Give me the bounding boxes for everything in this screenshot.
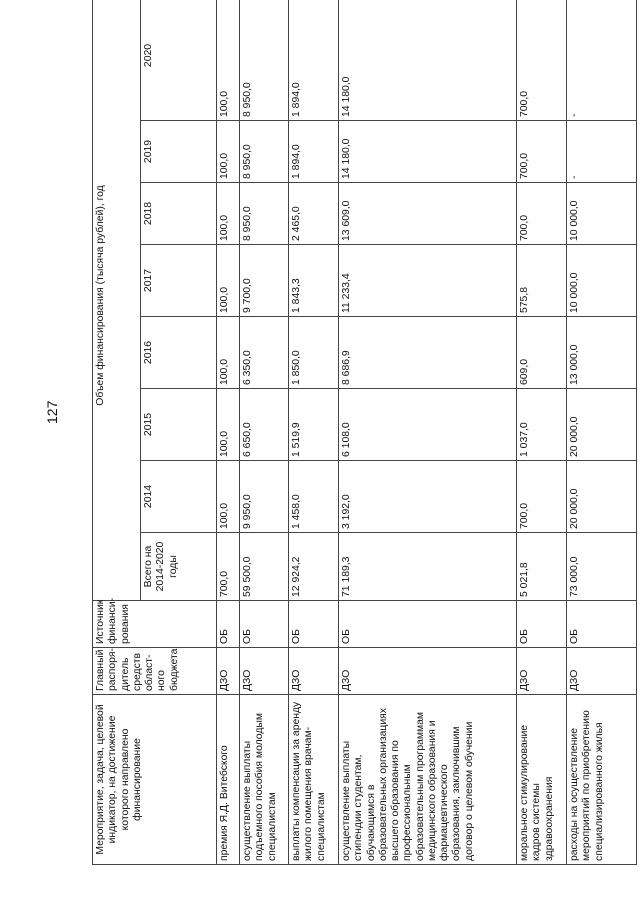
row-value-2019: 14 180,0 [339,121,517,183]
table-row [517,0,567,865]
row-value-2017: 11 233,4 [339,245,517,317]
row-source: ОБ [289,601,339,648]
row-value-2018: 13 609,0 [339,183,517,245]
row-manager: ДЗО [217,648,240,695]
financing-table [92,0,637,865]
row-source: ОБ [567,601,637,648]
row-value-2017: 10 000,0 [567,245,637,317]
row-manager: ДЗО [517,648,567,695]
header-year-2014: 2014 [141,461,217,533]
row-value-2015: 1 519,9 [289,389,339,461]
row-value-2017: 1 843,3 [289,245,339,317]
row-value-2020: 700,0 [517,0,567,121]
row-manager: ДЗО [289,648,339,695]
header-year-2017: 2017 [141,245,217,317]
row-manager: ДЗО [240,648,289,695]
row-total: 59 500,0 [240,533,289,601]
table-row [339,0,517,865]
row-manager: ДЗО [339,648,517,695]
header-total: Всего на 2014-2020 годы [141,533,217,601]
rotated-table-wrapper [92,31,605,865]
header-measure: Мероприятие, задача, целевой индикатор, на достижение которого направлено финансирование [93,695,217,865]
row-value-2015: 6 650,0 [240,389,289,461]
header-year-2016: 2016 [141,317,217,389]
header-year-2018: 2018 [141,183,217,245]
row-measure: расходы на осуществление мероприятий по приобретению специализированного жилья [567,695,637,865]
row-measure: премия Я.Д. Витебского [217,695,240,865]
row-value-2020: 8 950,0 [240,0,289,121]
row-value-2018: 2 465,0 [289,183,339,245]
row-value-2018: 100,0 [217,183,240,245]
row-value-2015: 100,0 [217,389,240,461]
table-row [240,0,289,865]
row-value-2016: 609,0 [517,317,567,389]
header-year-2019: 2019 [141,121,217,183]
row-total: 71 189,3 [339,533,517,601]
row-value-2019: 1 894,0 [289,121,339,183]
header-volume: Объем финансирования (тысяча рублей), год [93,0,141,601]
row-value-2016: 100,0 [217,317,240,389]
row-value-2020: 100,0 [217,0,240,121]
row-value-2018: 10 000,0 [567,183,637,245]
table-row [567,0,637,865]
row-source: ОБ [240,601,289,648]
row-value-2020: 14 180,0 [339,0,517,121]
row-value-2014: 700,0 [517,461,567,533]
header-source: Источник финанси-рования [93,601,217,648]
row-measure: осуществление выплаты стипендии студентам, обучающимся в образовательных организациях высшего образования по профессиональным образовательным программам медицинского образования и фармацевтического образования, заключившим договор о целевом обучении [339,695,517,865]
row-value-2016: 13 000,0 [567,317,637,389]
row-total: 5 021,8 [517,533,567,601]
row-manager: ДЗО [567,648,637,695]
row-value-2019: 700,0 [517,121,567,183]
row-value-2019: 8 950,0 [240,121,289,183]
row-value-2017: 575,8 [517,245,567,317]
row-value-2014: 100,0 [217,461,240,533]
row-value-2016: 8 686,9 [339,317,517,389]
row-source: ОБ [339,601,517,648]
row-value-2014: 3 192,0 [339,461,517,533]
row-value-2015: 20 000,0 [567,389,637,461]
header-year-2020: 2020 [141,0,217,121]
header-row-1 [93,0,141,865]
row-value-2020: - [567,0,637,121]
row-value-2014: 20 000,0 [567,461,637,533]
table-row [289,0,339,865]
row-total: 73 000,0 [567,533,637,601]
row-value-2017: 9 700,0 [240,245,289,317]
row-value-2017: 100,0 [217,245,240,317]
row-value-2016: 1 850,0 [289,317,339,389]
row-value-2016: 6 350,0 [240,317,289,389]
row-value-2014: 9 950,0 [240,461,289,533]
row-source: ОБ [517,601,567,648]
row-value-2018: 700,0 [517,183,567,245]
table-row [217,0,240,865]
row-value-2019: - [567,121,637,183]
row-value-2015: 6 108,0 [339,389,517,461]
row-value-2020: 1 894,0 [289,0,339,121]
row-measure: моральное стимулирование кадров системы здравоохранения [517,695,567,865]
row-measure: выплаты компенсации за аренду жилого помещения врачам-специалистам [289,695,339,865]
header-year-2015: 2015 [141,389,217,461]
row-total: 12 924,2 [289,533,339,601]
row-value-2015: 1 037,0 [517,389,567,461]
row-value-2014: 1 458,0 [289,461,339,533]
row-value-2019: 100,0 [217,121,240,183]
row-source: ОБ [217,601,240,648]
row-value-2018: 8 950,0 [240,183,289,245]
header-manager: Главный распоря-дитель средств област-ного бюджета [93,648,217,695]
row-measure: осуществление выплаты подъемного пособия молодым специалистам [240,695,289,865]
page-number: 127 [44,400,60,424]
row-total: 700,0 [217,533,240,601]
